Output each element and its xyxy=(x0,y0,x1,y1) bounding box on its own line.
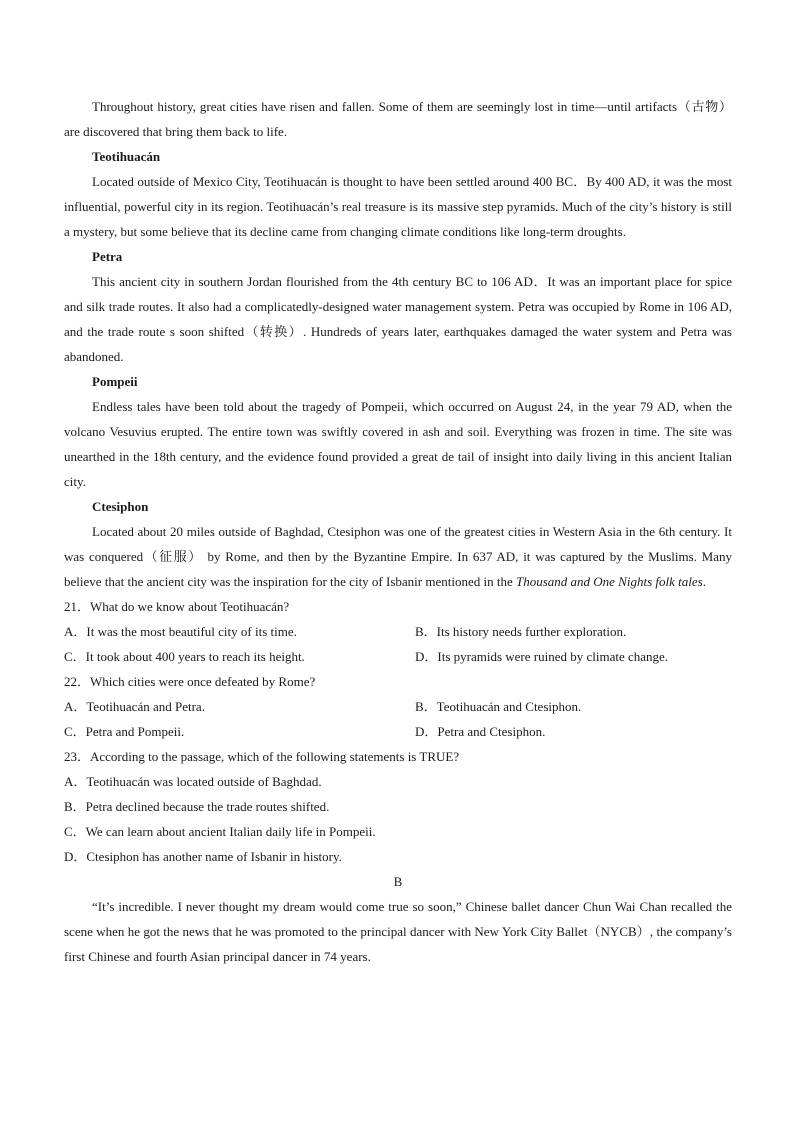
question-23-option-a[interactable]: A．Teotihuacán was located outside of Baghdad. xyxy=(64,774,322,789)
document-content xyxy=(64,94,732,969)
section-heading-teotihuacan: Teotihuacán xyxy=(92,149,161,164)
section-heading-petra: Petra xyxy=(92,249,123,264)
section-text-petra: This ancient city in southern Jordan flourished from the 4th century BC to 106 AD．It was an important place for spice and silk trade routes. It also had a complicatedly-designed water management system. Petra was occupied by Rome in 106 AD, and the trade route s soon shifted（转换）. Hundreds of years later, earthquakes damaged the water system and Petra was abandoned. xyxy=(64,274,732,364)
question-23-option-c[interactable]: C．We can learn about ancient Italian daily life in Pompeii. xyxy=(64,824,376,839)
section-heading-ctesiphon: Ctesiphon xyxy=(92,499,149,514)
question-22-option-a[interactable]: A．Teotihuacán and Petra. xyxy=(64,699,205,714)
question-22-option-b[interactable]: B．Teotihuacán and Ctesiphon. xyxy=(415,699,582,714)
question-22-option-d[interactable]: D．Petra and Ctesiphon. xyxy=(415,724,546,739)
section-text-pompeii: Endless tales have been told about the tragedy of Pompeii, which occurred on August 24, in the year 79 AD, when the volcano Vesuvius erupted. The entire town was swiftly covered in ash and soil. Everything was frozen in time. The site was unearthed in the 18th century, and the evidence found provided a great de tail of insight into daily living in this ancient Italian city. xyxy=(64,399,732,489)
question-22-stem: 22．Which cities were once defeated by Rome? xyxy=(64,674,316,689)
question-22-options-row-1 xyxy=(64,694,732,719)
question-23-option-d[interactable]: D．Ctesiphon has another name of Isbanir in history. xyxy=(64,849,342,864)
section-text-ctesiphon-end: . xyxy=(702,574,706,589)
question-22-options-row-2 xyxy=(64,719,732,744)
question-21-option-b[interactable]: B．Its history needs further exploration. xyxy=(415,624,627,639)
question-21-option-c[interactable]: C．It took about 400 years to reach its height. xyxy=(64,649,305,664)
question-21-option-a[interactable]: A．It was the most beautiful city of its time. xyxy=(64,624,297,639)
passage-b-text: “It’s incredible. I never thought my dream would come true so soon,” Chinese ballet dancer Chun Wai Chan recalled the scene when he got the news that he was promoted to the principal dancer with New York City Ballet（NYCB）, the company’s first Chinese and fourth Asian principal dancer in 74 years. xyxy=(64,899,732,964)
question-22-option-c[interactable]: C．Petra and Pompeii. xyxy=(64,724,185,739)
section-heading-pompeii: Pompeii xyxy=(92,374,138,389)
section-text-ctesiphon-body: Located about 20 miles outside of Baghdad, Ctesiphon was one of the greatest cities in Western Asia in the 6th century. It was conquered（征服） by Rome, and then by the Byzantine Empire. In 637 AD, it was captured by the Muslims. Many believe that the ancient city was the inspiration for the city of Isbanir mentioned in the xyxy=(64,524,732,589)
passage-a-intro: Throughout history, great cities have risen and fallen. Some of them are seemingly lost in time—until artifacts（古物） are discovered that bring them back to life. xyxy=(64,99,732,139)
question-21-options-row-1 xyxy=(64,619,732,644)
question-21-options-row-2 xyxy=(64,644,732,669)
section-text-ctesiphon xyxy=(64,519,732,594)
question-23-stem: 23．According to the passage, which of the following statements is TRUE? xyxy=(64,749,460,764)
book-title: Thousand and One Nights folk tales xyxy=(515,574,703,589)
passage-b-label: B xyxy=(393,874,403,889)
question-21-option-d[interactable]: D．Its pyramids were ruined by climate change. xyxy=(415,649,669,664)
section-text-teotihuacan: Located outside of Mexico City, Teotihuacán is thought to have been settled around 400 BC．By 400 AD, it was the most influential, powerful city in its region. Teotihuacán’s real treasure is its massive step pyramids. Much of the city’s history is still a mystery, but some believe that its decline came from changing climate conditions like long-term droughts. xyxy=(64,174,732,239)
question-23-option-b[interactable]: B．Petra declined because the trade routes shifted. xyxy=(64,799,330,814)
question-21-stem: 21．What do we know about Teotihuacán? xyxy=(64,599,290,614)
